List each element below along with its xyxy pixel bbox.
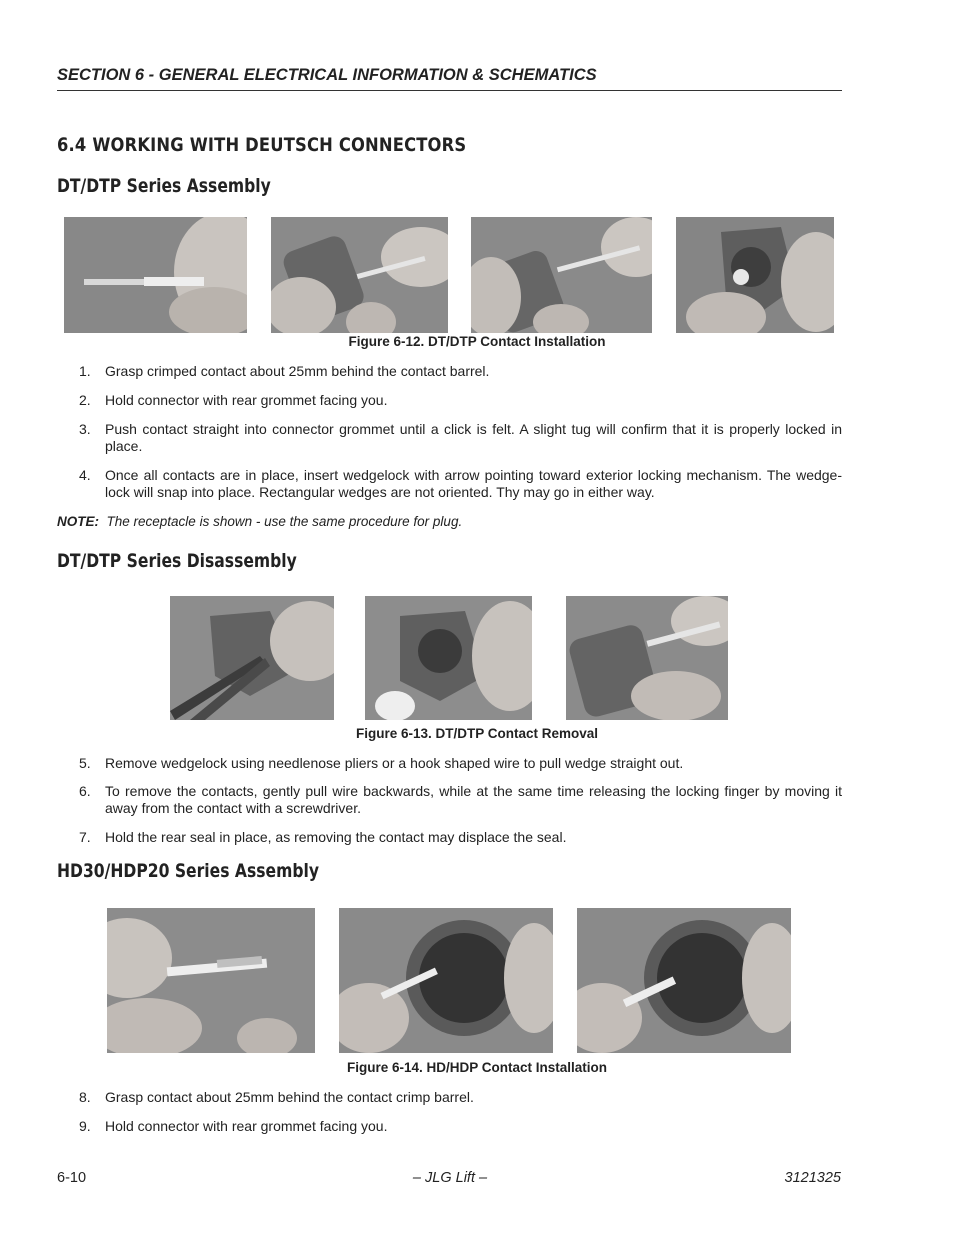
figure-6-13-photo-1: [170, 596, 334, 720]
step-text: Push contact straight into connector grommet until a click is felt. A slight tug will confirm that it is properly locked in place.: [105, 421, 842, 454]
figure-6-12-photo-1: [64, 217, 247, 333]
page-number: 6-10: [57, 1170, 87, 1186]
section-header: SECTION 6 - GENERAL ELECTRICAL INFORMATION & SCHEMATICS: [57, 66, 597, 84]
step-text: Grasp contact about 25mm behind the contact crimp barrel.: [105, 1089, 474, 1105]
step-number: 1.: [79, 363, 91, 379]
assembly-heading: DT/DTP Series Assembly: [57, 175, 271, 197]
note-text: The receptacle is shown - use the same procedure for plug.: [106, 514, 463, 529]
doc-number: 3121325: [784, 1170, 841, 1186]
step-number: 2.: [79, 392, 91, 408]
header-rule: [57, 90, 842, 91]
figure-6-14-caption: Figure 6-14. HD/HDP Contact Installation: [346, 1060, 608, 1075]
note: [57, 514, 462, 529]
figure-6-13-photo-2: [365, 596, 532, 720]
step-text: Once all contacts are in place, insert wedgelock with arrow pointing toward exterior locking mechanism. The wedge-lock will snap into place. Rectangular wedges are not oriented. Thy may go in either way.: [105, 467, 842, 500]
figure-6-12-photo-3: [471, 217, 652, 333]
step-number: 4.: [79, 467, 91, 483]
figure-6-14-photo-2: [339, 908, 553, 1053]
step-text: To remove the contacts, gently pull wire backwards, while at the same time releasing the locking finger by moving it away from the contact with a screwdriver.: [105, 783, 842, 816]
step-text: Hold the rear seal in place, as removing the contact may displace the seal.: [105, 829, 567, 845]
step-number: 9.: [79, 1118, 91, 1134]
step-number: 8.: [79, 1089, 91, 1105]
step-text: Hold connector with rear grommet facing you.: [105, 1118, 388, 1134]
step-number: 7.: [79, 829, 91, 845]
step-number: 6.: [79, 783, 91, 799]
figure-6-13-photo-3: [566, 596, 728, 720]
step-text: Hold connector with rear grommet facing you.: [105, 392, 388, 408]
figure-6-14-photo-3: [577, 908, 791, 1053]
figure-6-14-photo-1: [107, 908, 315, 1053]
hd-assembly-heading: HD30/HDP20 Series Assembly: [57, 860, 319, 882]
section-title: 6.4 WORKING WITH DEUTSCH CONNECTORS: [57, 134, 467, 156]
figure-6-12-photo-2: [271, 217, 448, 333]
note-label: NOTE:: [57, 514, 99, 529]
step-text: Remove wedgelock using needlenose pliers or a hook shaped wire to pull wedge straight out.: [105, 755, 684, 771]
figure-6-13-caption: Figure 6-13. DT/DTP Contact Removal: [355, 726, 599, 741]
step-number: 3.: [79, 421, 91, 437]
figure-6-12-photo-4: [676, 217, 834, 333]
footer-center: – JLG Lift –: [412, 1170, 488, 1186]
step-number: 5.: [79, 755, 91, 771]
figure-6-12-caption: Figure 6-12. DT/DTP Contact Installation: [348, 334, 606, 349]
step-text: Grasp crimped contact about 25mm behind the contact barrel.: [105, 363, 490, 379]
disassembly-heading: DT/DTP Series Disassembly: [57, 550, 297, 572]
